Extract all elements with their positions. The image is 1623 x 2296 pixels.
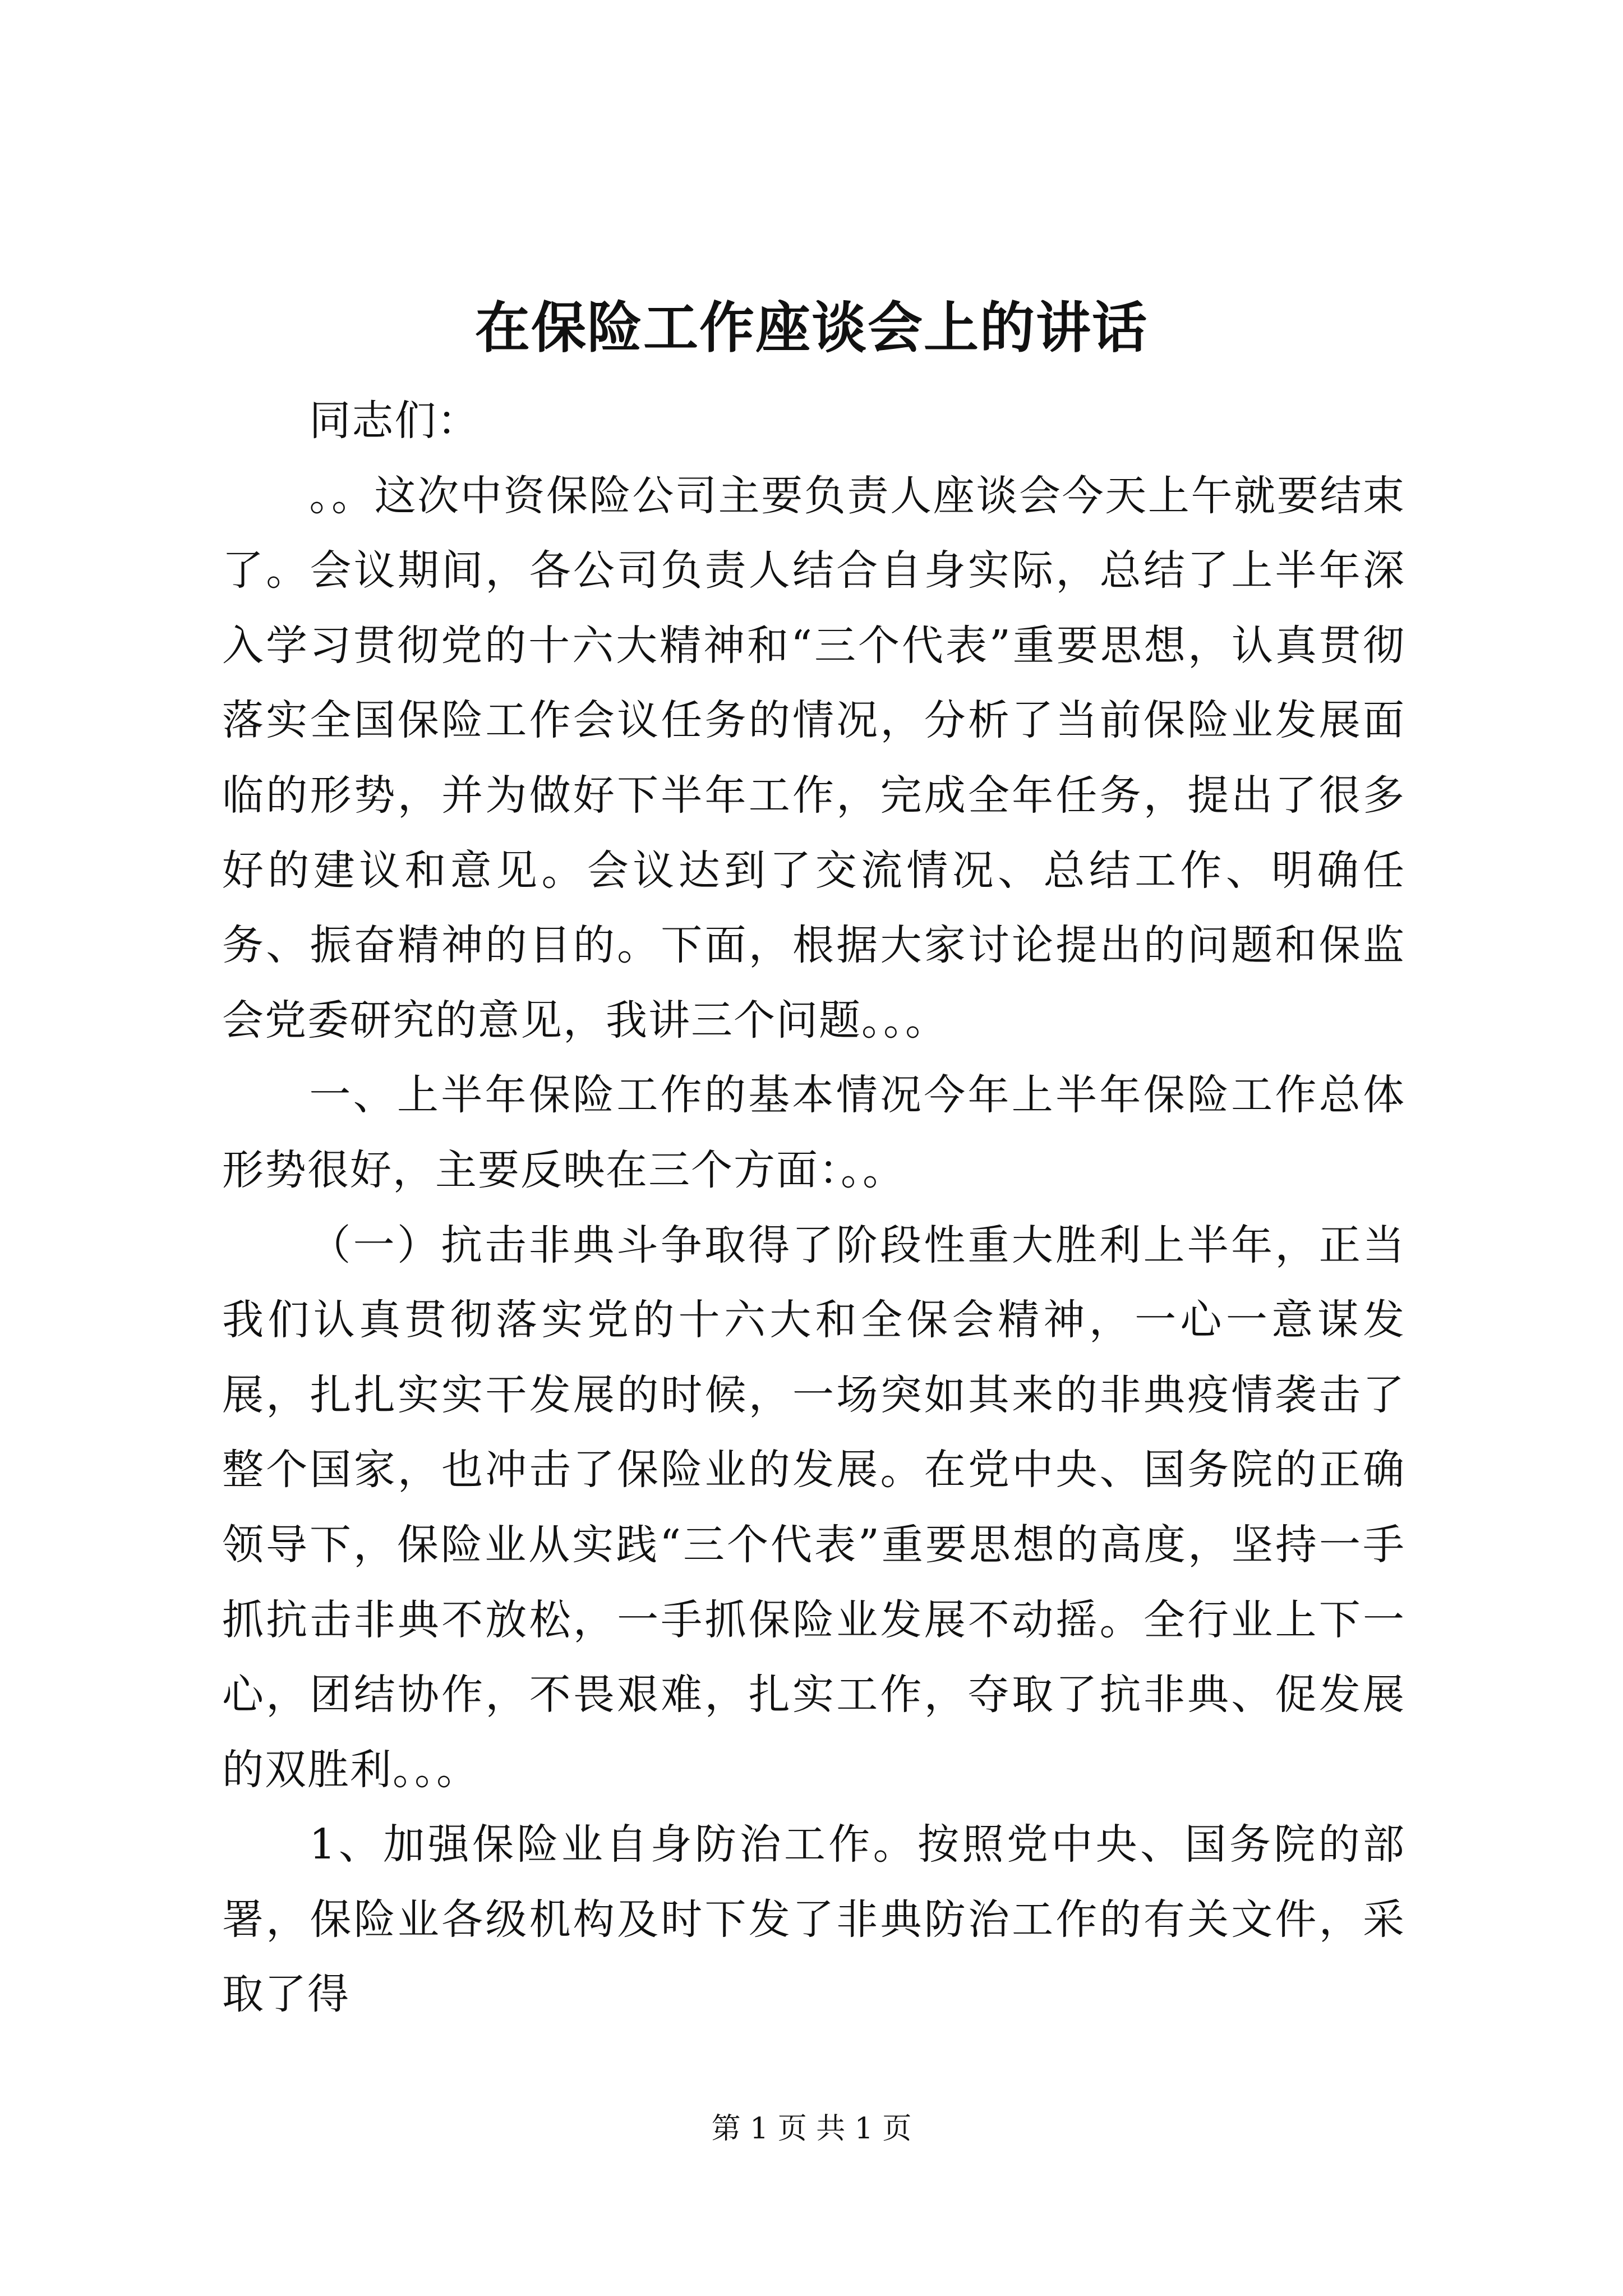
salutation: 同志们： — [309, 397, 480, 445]
page-number-footer: 第 1 页 共 1 页 — [711, 2112, 912, 2146]
paragraph-item-1: 1、加强保险业自身防治工作。按照党中央、国务院的部署，保险业各级机构及时下发了非典防治工作的有关文件，采取了得 — [222, 1820, 1405, 2019]
paragraph-intro: 。。这次中资保险公司主要负责人座谈会今天上午就要结束了。会议期间，各公司负责人结合自身实际，总结了上半年深入学习贯彻党的十六大精神和“三个代表”重要思想，认真贯彻落实全国保险工作会议任务的情况，分析了当前保险业发展面临的形势，并为做好下半年工作，完成全年任务，提出了很多好的建议和意见。会议达到了交流情况、总结工作、明确任务、振奋精神的目的。下面，根据大家讨论提出的问题和保监会党委研究的意见，我讲三个问题。。。 — [222, 471, 1405, 1045]
document-body — [222, 384, 1405, 2032]
document-title: 在保险工作座谈会上的讲话 — [474, 296, 1148, 360]
paragraph-section-1: 一、上半年保险工作的基本情况今年上半年保险工作总体形势很好，主要反映在三个方面：。。 — [222, 1071, 1405, 1194]
paragraph-subsection-1: （一）抗击非典斗争取得了阶段性重大胜利上半年，正当我们认真贯彻落实党的十六大和全保会精神，一心一意谋发展，扎扎实实干发展的时候，一场突如其来的非典疫情袭击了整个国家，也冲击了保险业的发展。在党中央、国务院的正确领导下，保险业从实践“三个代表”重要思想的高度，坚持一手抓抗击非典不放松，一手抓保险业发展不动摇。全行业上下一心，团结协作，不畏艰难，扎实工作，夺取了抗非典、促发展的双胜利。。。 — [222, 1221, 1405, 1794]
